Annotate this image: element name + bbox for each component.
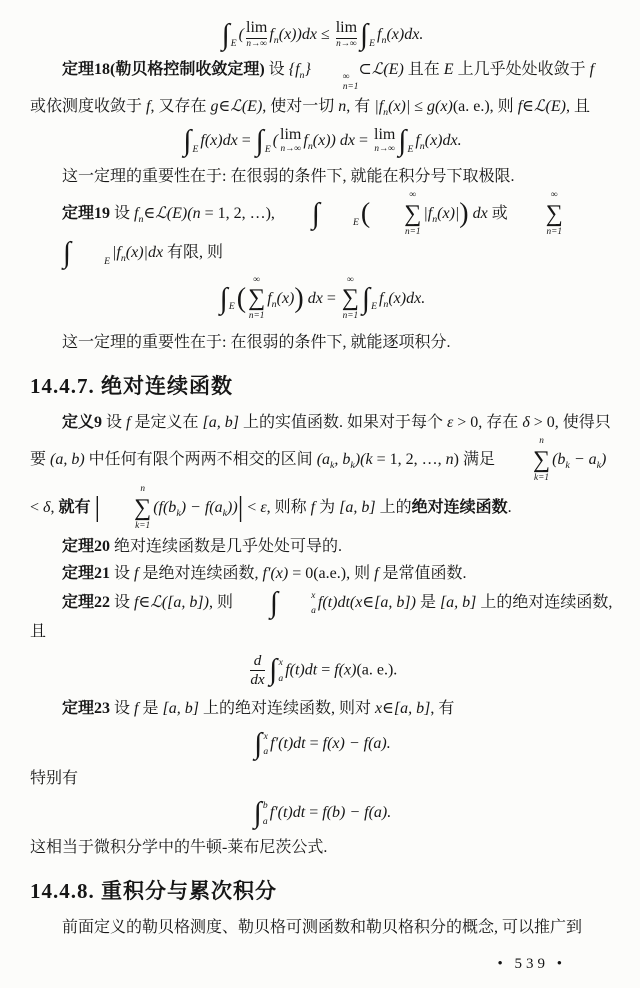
theorem-23-paragraph: 定理23 设 f 是 [a, b] 上的绝对连续函数, 则对 x∈[a, b], 有	[62, 700, 455, 717]
formula-dominated-convergence: ∫ E f(x)dx = ∫ E ( lim n→∞ $f_n(x)$) dx = lim n→∞ ∫ E $f_n(x)dx$.	[183, 125, 462, 158]
remark-theorem-18: 这一定理的重要性在于: 在很弱的条件下, 就能在积分号下取极限.	[62, 167, 515, 185]
section-heading-14-4-7: 14.4.7. 绝对连续函数	[30, 373, 233, 398]
section-heading-14-4-8: 14.4.8. 重积分与累次积分	[30, 878, 277, 903]
theorem-18-paragraph: 定理18(勒贝格控制收敛定理) 设 $\{f_n\}$ ∞ n=1 ⊂ℒ(E) 且在 E 上几乎处处收敛于 f 或依测度收敛于 f, 又存在 g∈ℒ(E), 使对一切 n, 有 $|f_n(x)| \le g(x)(a$. e.), 则 f∈ℒ(E), 且	[30, 61, 595, 119]
theorem-22-paragraph: 定理22 设 f∈ℒ([a, b]), 则 ∫ x a f(t)dt(x∈[a, b]) 是 [a, b] 上的绝对连续函数, 且	[30, 586, 613, 641]
section-14-4-8-intro-paragraph: 前面定义的勒贝格测度、勒贝格可测函数和勒贝格积分的概念, 可以推广到	[62, 918, 583, 936]
formula-ftc-to-x: ∫ x a f′(t)dt = f(x) − f(a).	[254, 727, 391, 760]
theorem-19-paragraph: 定理19 设 $f_n\in ℒ(E)(n = 1$, 2, …), ∫ E ( ∞ ∑ n=1 $|f_n(x)|$) dx 或 ∞ ∑ n=1 ∫ E $|f_n(x)|dx$ 有限, 则	[62, 190, 563, 270]
newton-leibniz-paragraph: 这相当于微积分学中的牛顿-莱布尼茨公式.	[30, 839, 328, 857]
remark-theorem-19: 这一定理的重要性在于: 在很弱的条件下, 就能逐项积分.	[62, 334, 451, 352]
theorem-21-paragraph: 定理21 设 f 是绝对连续函数, f′(x) = 0(a.e.), 则 f 是常值函数.	[62, 565, 467, 583]
formula-termwise-integration: ∫ E ( ∞ ∑ n=1 $f_n(x)$) dx = ∞ ∑ n=1 ∫ E $f_n(x)dx$.	[219, 274, 426, 322]
theorem-20-paragraph: 定理20 绝对连续函数是几乎处处可导的.	[62, 537, 343, 555]
especially-paragraph: 特别有	[30, 769, 79, 787]
formula-fatou-inequality: ∫ E ( lim n→∞ $f_n(x))dx$ ≤ lim n→∞ ∫ E $f_n(x)dx$.	[221, 19, 424, 52]
formula-ftc-a-to-b: ∫ b a f′(t)dt = f(b) − f(a).	[253, 797, 392, 830]
definition-9-paragraph: 定义9 设 f 是定义在 [a, b] 上的实值函数. 如果对于每个 ε > 0, 存在 δ > 0, 使得只要 (a, b) 中任何有限个两两不相交的区间 ($a_k$, $b_k)(k = 1$, 2, …, n) 满足 n ∑ k=1 $(b_k - a_k) < \delta$, 就有 | n ∑ k=1 $(f(b_k) - f(a_k))| < \varepsilon$, 则称 f 为 [a, b] 上的绝对连续函数.	[30, 413, 611, 532]
formula-derivative-of-integral: $\frac{d}{dx}$ ∫ x a f(t)dt = f(x)(a. e.).	[250, 651, 398, 688]
page-number: • 539 •	[497, 956, 566, 972]
